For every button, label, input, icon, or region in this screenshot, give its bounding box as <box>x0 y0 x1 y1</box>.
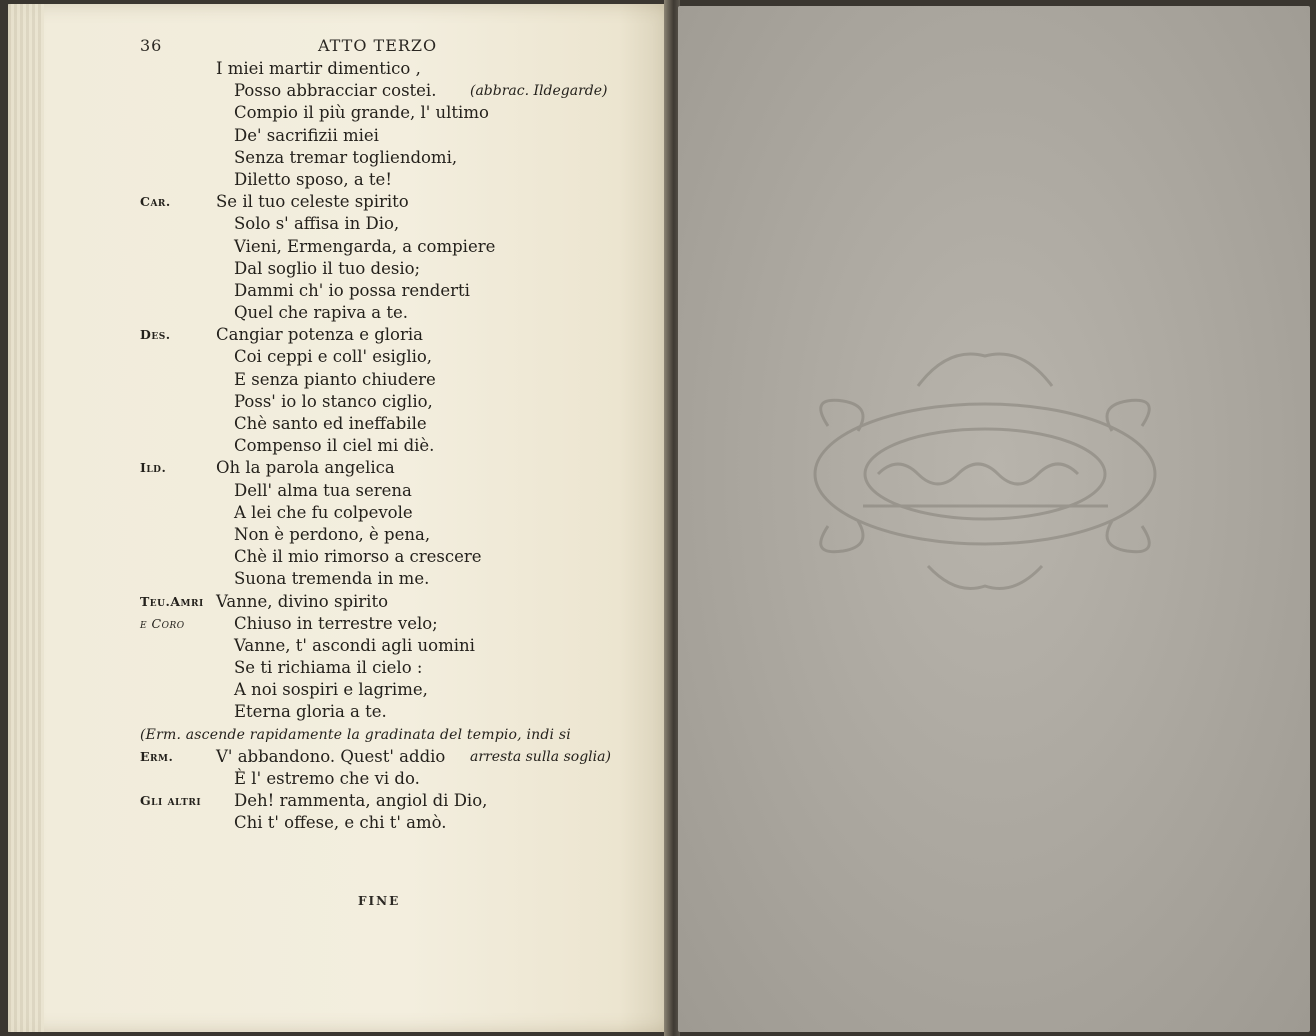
verse-line <box>0 169 1316 191</box>
verse-line <box>0 546 1316 568</box>
verse-line <box>0 102 1316 124</box>
verse-line <box>0 480 1316 502</box>
verse-line <box>0 591 1316 613</box>
running-head-title: ATTO TERZO <box>318 36 438 55</box>
verse-text-line: A noi sospiri e lagrime, <box>234 680 428 700</box>
verse-text-line: Cangiar potenza e gloria <box>216 325 423 345</box>
verse-line <box>0 635 1316 657</box>
verse-line <box>0 236 1316 258</box>
verse-text-line: Posso abbracciar costei. <box>234 81 437 101</box>
verse-text-line: Dell' alma tua serena <box>234 480 412 500</box>
verse-line <box>0 812 1316 834</box>
verse-line <box>0 435 1316 457</box>
verse-line <box>0 324 1316 346</box>
verse-text-line: Compenso il ciel mi diè. <box>234 436 435 456</box>
verse-text-line: Vieni, Ermengarda, a compiere <box>234 236 496 256</box>
speaker-label: Teu.Amri <box>140 593 204 609</box>
verse-text-line: Vanne, divino spirito <box>216 591 389 611</box>
verse-line <box>0 701 1316 723</box>
verse-text-line: Diletto sposo, a te! <box>234 169 392 189</box>
verse-text-line: Chiuso in terrestre velo; <box>234 613 438 633</box>
verse-text-line: Suona tremenda in me. <box>234 569 430 589</box>
verse-line <box>0 768 1316 790</box>
verse-text-line: Poss' io lo stanco ciglio, <box>234 391 433 411</box>
verse-text-line: Non è perdono, è pena, <box>234 524 431 544</box>
verse-line <box>0 80 1316 102</box>
verse-line <box>0 502 1316 524</box>
speaker-label: Ild. <box>140 460 167 476</box>
verse-text-line: Chè santo ed ineffabile <box>234 414 427 433</box>
verse-text-line: Se ti richiama il cielo : <box>234 658 423 678</box>
verse-line <box>0 58 1316 80</box>
speaker-label: Car. <box>140 194 171 210</box>
verse-line <box>0 391 1316 413</box>
verse-line <box>0 746 1316 768</box>
verse-line <box>0 524 1316 546</box>
verse-text-line: Quel che rapiva a te. <box>234 303 409 323</box>
verse-text <box>0 58 1316 835</box>
speaker-label: e Coro <box>140 615 185 631</box>
speaker-label: Erm. <box>140 748 174 764</box>
verse-text-line: Compio il più grande, l' ultimo <box>234 103 489 123</box>
verse-line <box>0 724 1316 746</box>
verse-line <box>0 457 1316 479</box>
verse-text-line: A lei che fu colpevole <box>234 502 413 522</box>
verse-text-line: È l' estremo che vi do. <box>234 769 420 788</box>
stage-direction: (abbrac. Ildegarde) <box>470 83 608 100</box>
verse-line <box>0 213 1316 235</box>
verse-line <box>0 258 1316 280</box>
verse-text-line: Dammi ch' io possa renderti <box>234 280 470 300</box>
verse-line <box>0 125 1316 147</box>
verse-text-line: Solo s' affisa in Dio, <box>234 214 400 234</box>
verse-text-line: Senza tremar togliendomi, <box>234 147 458 167</box>
speaker-label: Gli altri <box>140 793 202 809</box>
verse-line <box>0 302 1316 324</box>
verse-text-line: Deh! rammenta, angiol di Dio, <box>234 791 488 811</box>
verse-text-line: Dal soglio il tuo desio; <box>234 258 421 278</box>
verse-text-line: Se il tuo celeste spirito <box>216 192 409 212</box>
page-number: 36 <box>140 36 163 55</box>
verse-line <box>0 613 1316 635</box>
verse-line <box>0 790 1316 812</box>
verse-line <box>0 191 1316 213</box>
verse-line <box>0 147 1316 169</box>
verse-line <box>0 679 1316 701</box>
verse-text-line: De' sacrifizii miei <box>234 125 379 145</box>
verse-text-line: I miei martir dimentico , <box>216 59 421 78</box>
stage-direction: arresta sulla soglia) <box>470 748 611 765</box>
verse-text-line: Eterna gloria a te. <box>234 702 387 722</box>
verse-line <box>0 280 1316 302</box>
verse-text-line: Oh la parola angelica <box>216 458 395 478</box>
stage-direction: (Erm. ascende rapidamente la gradinata del tempio, indi si <box>140 726 571 743</box>
verse-line <box>0 413 1316 435</box>
verse-text-line: V' abbandono. Quest' addio <box>216 746 446 766</box>
verse-line <box>0 657 1316 679</box>
speaker-label: Des. <box>140 327 171 343</box>
verse-line <box>0 369 1316 391</box>
verse-text-line: Chi t' offese, e chi t' amò. <box>234 813 447 833</box>
verse-text-line: E senza pianto chiudere <box>234 369 436 389</box>
verse-text-line: Coi ceppi e coll' esiglio, <box>234 347 433 367</box>
verse-line <box>0 568 1316 590</box>
verse-text-line: Vanne, t' ascondi agli uomini <box>234 635 475 655</box>
verse-line <box>0 346 1316 368</box>
end-mark: FINE <box>358 894 401 908</box>
verse-text-line: Chè il mio rimorso a crescere <box>234 547 482 567</box>
